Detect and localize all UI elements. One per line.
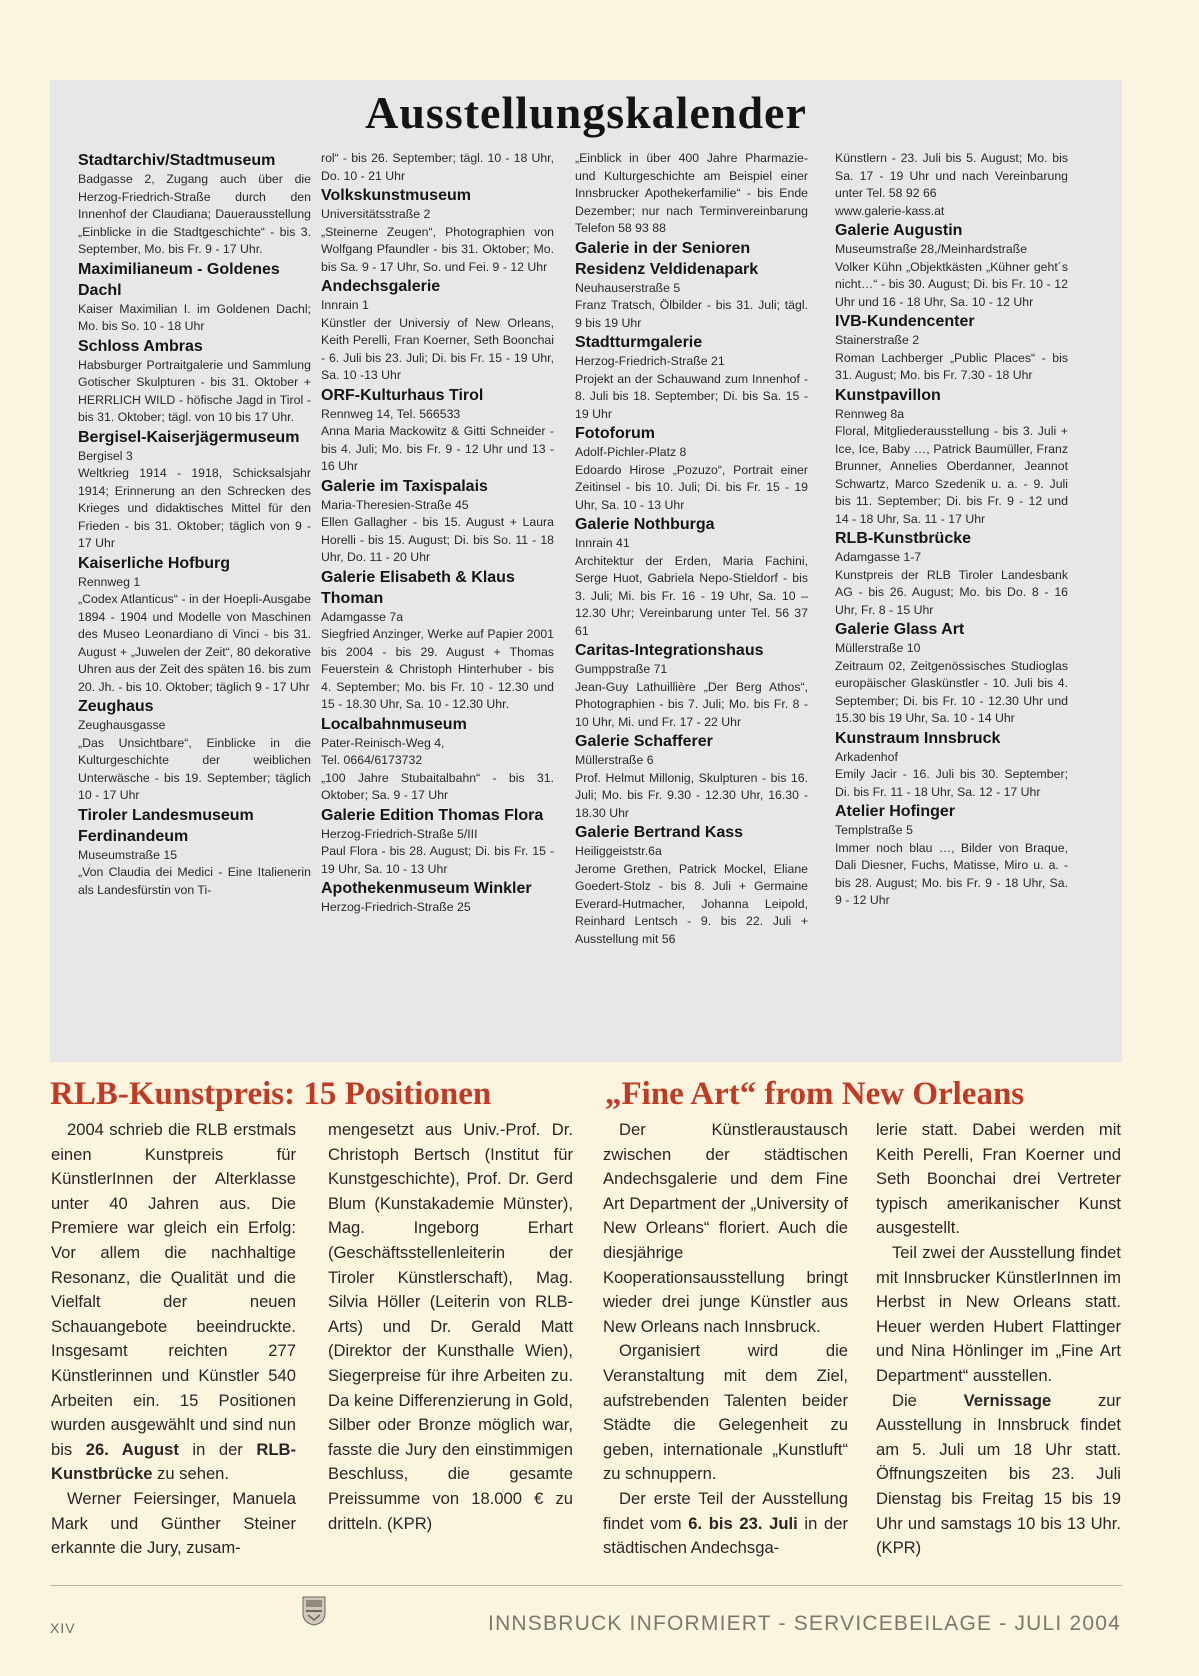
- venue-details: Rennweg 8a Floral, Mitgliederausstellung - bis 3. Juli + Ice, Ice, Baby …, Patrick Baumüller, Franz Brunner, Annelies Oberdanner, Jeannot Schwartz, Marco Szedenik u. a. - 9. Juli bis 11. September; Di. bis Fr. 9 - 12 und 14 - 18 Uhr, Sa. 11 - 17 Uhr: [835, 406, 1068, 526]
- calendar-entry: [78, 696, 311, 805]
- article-paragraph: [51, 1118, 296, 1487]
- article-title-kunstpreis: RLB-Kunstpreis: 15 Positionen: [50, 1076, 492, 1112]
- text-run: lerie statt. Dabei werden mit Keith Perelli, Fran Koerner und Seth Boonchai drei Vertreter typisch amerikanischer Kunst ausgestellt.: [876, 1120, 1121, 1238]
- venue-name: Galerie Schafferer: [575, 733, 713, 750]
- calendar-entry: [835, 728, 1068, 802]
- calendar-column-1: [78, 150, 311, 899]
- exhibition-calendar: [50, 80, 1122, 1062]
- calendar-entry: [78, 150, 311, 259]
- venue-name: Bergisel-Kaiserjägermuseum: [78, 428, 300, 446]
- venue-name: Stadtarchiv/Stadtmuseum: [78, 152, 276, 169]
- text-run: zur Ausstellung in Innsbruck findet am 5. Juli um 18 Uhr statt. Öffnungszeiten bis 23. Juli Dienstag bis Freitag 15 bis 19 Uhr und samstags 10 bis 13 Uhr. (KPR): [876, 1390, 1121, 1558]
- calendar-entry: [575, 640, 808, 731]
- venue-name: Galerie Glass Art: [835, 621, 965, 638]
- article-paragraph: [603, 1118, 848, 1339]
- venue-details: Rennweg 14, Tel. 566533 Anna Maria Mackowitz & Gitti Schneider - bis 4. Juli; Mo. bis Fr. 9 - 12 Uhr und 13 - 16 Uhr: [321, 406, 554, 473]
- venue-name: Atelier Hofinger: [835, 803, 956, 820]
- text-run: Werner Feiersinger, Manuela Mark und Günther Steiner erkannte die Jury, zusam-: [51, 1488, 296, 1558]
- venue-name: Galerie Nothburga: [575, 516, 715, 533]
- calendar-entry: [321, 385, 554, 476]
- venue-name: Galerie Edition Thomas Flora: [321, 806, 544, 824]
- venue-details: Herzog-Friedrich-Straße 25: [321, 900, 471, 914]
- calendar-entry: [321, 185, 554, 276]
- venue-details: Badgasse 2, Zugang auch über die Herzog-Friedrich-Straße durch den Innenhof der Claudiana; Dauerausstellung „Einblicke in die Stadtgeschichte“ - bis 3. September, Mo. bis Fr. 9 - 17 Uhr.: [78, 172, 311, 256]
- venue-details: Universitätsstraße 2 „Steinerne Zeugen“, Photographien von Wolfgang Pfaundler - bis 31. Oktober; Mo. bis Sa. 9 - 17 Uhr, So. und Fei. 9 - 12 Uhr: [321, 207, 554, 274]
- calendar-entry: [835, 619, 1068, 728]
- text-run: mengesetzt aus Univ.-Prof. Dr. Christoph Bertsch (Institut für Kunstgeschichte), Prof. Dr. Gerd Blum (Kunstakademie Münster), Mag. Ingeborg Erhart (Geschäftsstellenleiterin der Tiroler Künstlerschaft), Mag. Silvia Höller (Leiterin von RLB-Arts) und Dr. Gerald Matt (Direktor der Kunsthalle Wien), Siegerpreise für ihre Arbeiten zu. Da keine Differenzierung in Gold, Silber oder Bronze möglich war, fasste die Jury den einstimmigen Beschluss, die gesamte Preissumme von 18.000 € zu dritteln. (KPR): [328, 1120, 573, 1533]
- highlight-text: 26. August: [85, 1439, 179, 1459]
- venue-name: Maximilianeum - Goldenes Dachl: [78, 260, 280, 299]
- article-paragraph: [328, 1118, 573, 1536]
- venue-details: rol“ - bis 26. September; tägl. 10 - 18 Uhr, Do. 10 - 21 Uhr: [321, 151, 554, 183]
- calendar-entry: [835, 311, 1068, 385]
- venue-details: Herzog-Friedrich-Straße 21 Projekt an der Schauwand zum Innenhof - 8. Juli bis 18. September; Di. bis Sa. 15 - 19 Uhr: [575, 354, 808, 421]
- calendar-column-2: [321, 150, 554, 917]
- article-fine-art-column-2: [876, 1118, 1121, 1561]
- calendar-entry: [321, 878, 554, 917]
- venue-details: Arkadenhof Emily Jacir - 16. Juli bis 30. September; Di. bis Fr. 11 - 18 Uhr, Sa. 12 - 17 Uhr: [835, 749, 1068, 799]
- venue-details: Adolf-Pichler-Platz 8 Edoardo Hirose „Pozuzo“, Portrait einer Zeitinsel - bis 10. Juli; Di. bis Fr. 15 - 19 Uhr, Sa. 10 - 13 Uhr: [575, 445, 808, 512]
- highlight-text: 6. bis 23. Juli: [688, 1513, 798, 1533]
- venue-details: Bergisel 3 Weltkrieg 1914 - 1918, Schicksalsjahr 1914; Erinnerung an den Schrecken des Krieges und didaktisches Mittel für den Frieden - bis 31. Oktober; täglich von 9 - 17 Uhr: [78, 448, 311, 550]
- venue-details: Innrain 41 Architektur der Erden, Maria Fachini, Serge Huot, Gabriela Nepo-Stieldorf - bis 3. Juli; Mi. bis Fr. 16 - 19 Uhr, Sa. 10 – 12.30 Uhr; Vereinbarung unter Tel. 56 37 61: [575, 536, 808, 638]
- venue-details: Zeughausgasse „Das Unsichtbare“, Einblicke in die Kulturgeschichte der weiblichen Unterwäsche - bis 19. September; täglich 10 - 17 Uhr: [78, 718, 311, 802]
- calendar-entry: [835, 150, 1068, 220]
- text-run: 2004 schrieb die RLB erstmals einen Kunstpreis für KünstlerInnen der Alterklasse unter 40 Jahren aus. Die Premiere war gleich ein Erfolg: Vor allem die nachhaltige Resonanz, die Qualität und die Vielfalt der neuen Schauangebote beeindruckte. Insgesamt reichten 277 Künstlerinnen und Künstler 540 Arbeiten ein. 15 Positionen wurden ausgewählt und sind nun bis: [51, 1120, 296, 1459]
- venue-details: „Einblick in über 400 Jahre Pharmazie- und Kulturgeschichte am Beispiel einer Innsbrucker Apothekerfamilie“ - bis Ende Dezember; nur nach Terminvereinbarung Telefon 58 93 88: [575, 151, 808, 235]
- venue-name: Galerie Augustin: [835, 222, 963, 239]
- venue-details: Rennweg 1 „Codex Atlanticus“ - in der Hoepli-Ausgabe 1894 - 1904 und Modelle von Maschinen des Museo Leonardiano di Vinci - bis 31. August + „Juwelen der Zeit“, 80 dekorative Uhren aus der Zeit des späten 16. bis zum 20. Jh. - bis 10. Oktober; täglich 9 - 17 Uhr: [78, 574, 311, 694]
- venue-details: Habsburger Portraitgalerie und Sammlung Gotischer Skulpturen - bis 31. Oktober + HERRLICH WILD - höfische Jagd in Tirol - bis 31. Oktober; tägl. von 10 bis 17 Uhr.: [78, 357, 311, 424]
- calendar-entry: [835, 528, 1068, 619]
- article-paragraph: [876, 1118, 1121, 1241]
- venue-name: Galerie im Taxispalais: [321, 477, 488, 495]
- calendar-entry: [575, 822, 808, 948]
- article-paragraph: [51, 1487, 296, 1561]
- venue-name: Schloss Ambras: [78, 337, 203, 355]
- calendar-entry: [575, 423, 808, 514]
- text-run: Teil zwei der Ausstellung findet mit Innsbrucker KünstlerInnen im Herbst in New Orleans statt. Heuer werden Hubert Flattinger und Nina Hönlinger im „Fine Art Department“ ausstellen.: [876, 1242, 1121, 1385]
- venue-name: Andechsgalerie: [321, 278, 441, 295]
- calendar-entry: [321, 276, 554, 385]
- text-run: in der städtischen Andechsga-: [603, 1513, 848, 1558]
- venue-details: Pater-Reinisch-Weg 4, Tel. 0664/6173732 „100 Jahre Stubaitalbahn“ - bis 31. Oktober; Sa. 9 - 17 Uhr: [321, 735, 554, 802]
- page-number: XIV: [50, 1620, 76, 1636]
- venue-name: Localbahnmuseum: [321, 715, 467, 733]
- article-paragraph: [876, 1389, 1121, 1561]
- venue-name: Galerie Bertrand Kass: [575, 824, 744, 841]
- text-run: zu sehen.: [152, 1464, 230, 1484]
- venue-details: Adamgasse 1-7 Kunstpreis der RLB Tiroler Landesbank AG - bis 26. August; Mo. bis Do. 8 - 16 Uhr, Fr. 8 - 15 Uhr: [835, 550, 1068, 617]
- venue-details: Gumppstraße 71 Jean-Guy Lathuillière „Der Berg Athos“, Photographien - bis 7. Juli; Mo. bis Fr. 8 - 10 Uhr, Mi. und Fr. 17 - 22 Uhr: [575, 662, 808, 729]
- venue-name: Tiroler Landesmuseum Ferdinandeum: [78, 806, 254, 845]
- innsbruck-crest-icon: [302, 1596, 326, 1626]
- text-run: Die: [892, 1390, 964, 1410]
- article-paragraph: [876, 1241, 1121, 1389]
- calendar-entry: [575, 731, 808, 822]
- text-run: Organisiert wird die Veranstaltung mit dem Ziel, aufstrebenden Talenten beider Städte die Gelegenheit zu geben, internationale „Kunstluft“ zu schnuppern.: [603, 1341, 848, 1484]
- calendar-entry: [78, 336, 311, 427]
- venue-details: Herzog-Friedrich-Straße 5/III Paul Flora - bis 28. August; Di. bis Fr. 15 - 19 Uhr, Sa. 10 - 13 Uhr: [321, 826, 554, 876]
- venue-name: Fotoforum: [575, 425, 655, 442]
- venue-details: Templstraße 5 Immer noch blau …, Bilder von Braque, Dali Diesner, Fuchs, Matisse, Miro u. a. - bis 28. August; Mo. bis Fr. 9 - 18 Uhr, Sa. 9 - 12 Uhr: [835, 823, 1068, 907]
- highlight-text: RLB-Kunstbrücke: [51, 1439, 296, 1484]
- calendar-column-4: [835, 150, 1068, 910]
- calendar-entry: [835, 801, 1068, 910]
- venue-details: Adamgasse 7a Siegfried Anzinger, Werke auf Papier 2001 bis 2004 - bis 29. August + Thomas Feuerstein & Christoph Hinterhuber - bis 4. September; Mo. bis Fr. 10 - 12.30 und 15 - 18.30 Uhr, Sa. 10 - 12.30 Uhr.: [321, 609, 554, 711]
- article-fine-art-column-1: [603, 1118, 848, 1561]
- calendar-entry: [78, 553, 311, 697]
- venue-details: Innrain 1 Künstler der Universiy of New Orleans, Keith Perelli, Fran Koerner, Seth Boonchai - 6. Juli bis 23. Juli; Di. bis Fr. 15 - 19 Uhr, Sa. 10 -13 Uhr: [321, 298, 554, 382]
- venue-name: Kaiserliche Hofburg: [78, 554, 231, 572]
- venue-name: Volkskunstmuseum: [321, 187, 471, 204]
- calendar-entry: [321, 714, 554, 805]
- venue-details: Müllerstraße 10 Zeitraum 02, Zeitgenössisches Studioglas europäischer Glaskünstler - 10. Juli bis 4. September; Di. bis Fr. 10 - 12.30 Uhr und 15.30 bis 19 Uhr, Sa. 10 - 14 Uhr: [835, 641, 1068, 725]
- venue-name: Zeughaus: [78, 698, 154, 715]
- venue-name: Galerie in der Senioren Residenz Veldidenapark: [575, 239, 759, 278]
- calendar-entry: [78, 805, 311, 900]
- article-title-fine-art: „Fine Art“ from New Orleans: [605, 1076, 1025, 1112]
- calendar-entry: [575, 150, 808, 238]
- publication-footer: INNSBRUCK INFORMIERT - SERVICEBEILAGE - JULI 2004: [488, 1612, 1121, 1635]
- article-kunstpreis-column-1: [51, 1118, 296, 1561]
- venue-details: Neuhauserstraße 5 Franz Tratsch, Ölbilder - bis 31. Juli; tägl. 9 bis 19 Uhr: [575, 280, 808, 330]
- venue-details: Kaiser Maximilian I. im Goldenen Dachl; Mo. bis So. 10 - 18 Uhr: [78, 301, 311, 333]
- venue-name: IVB-Kundencenter: [835, 313, 975, 330]
- calendar-entry: [321, 150, 554, 185]
- venue-name: Caritas-Integrationshaus: [575, 642, 764, 659]
- calendar-entry: [321, 476, 554, 567]
- venue-details: Künstlern - 23. Juli bis 5. August; Mo. bis Sa. 17 - 19 Uhr und nach Vereinbarung unter Tel. 58 92 66 www.galerie-kass.at: [835, 151, 1068, 218]
- venue-name: Kunstpavillon: [835, 386, 941, 404]
- article-paragraph: [603, 1339, 848, 1487]
- text-run: in der: [178, 1439, 257, 1459]
- calendar-entry: [575, 238, 808, 333]
- calendar-entry: [575, 332, 808, 423]
- venue-details: Stainerstraße 2 Roman Lachberger „Public Places“ - bis 31. August; Mo. bis Fr. 7.30 - 18 Uhr: [835, 333, 1068, 382]
- article-paragraph: [603, 1487, 848, 1561]
- calendar-entry: [835, 385, 1068, 529]
- venue-details: Museumstraße 28,/Meinhardstraße Volker Kühn „Objektkästen „Kühner geht´s nicht…“ - bis 30. August; Di. bis Fr. 10 - 12 Uhr und 16 - 18 Uhr, Sa. 10 - 12 Uhr: [835, 242, 1068, 309]
- calendar-entry: [78, 427, 311, 553]
- venue-name: Apothekenmuseum Winkler: [321, 880, 532, 897]
- venue-name: Stadtturmgalerie: [575, 334, 703, 351]
- venue-name: ORF-Kulturhaus Tirol: [321, 386, 484, 404]
- calendar-entry: [835, 220, 1068, 311]
- text-run: Der Künstleraustausch zwischen der städtischen Andechsgalerie und dem Fine Art Department der „University of New Orleans“ floriert. Auch die diesjährige Kooperationsausstellung bringt wieder drei junge Künstler aus New Orleans nach Innsbruck.: [603, 1120, 848, 1336]
- calendar-entry: [575, 514, 808, 640]
- venue-details: Müllerstraße 6 Prof. Helmut Millonig, Skulpturen - bis 16. Juli; Mo. bis Fr. 9.30 - 12.30 Uhr, 16.30 - 18.30 Uhr: [575, 753, 808, 820]
- calendar-entry: [321, 567, 554, 714]
- venue-name: RLB-Kunstbrücke: [835, 530, 972, 547]
- calendar-column-3: [575, 150, 808, 948]
- venue-details: Heiliggeiststr.6a Jerome Grethen, Patrick Mockel, Eliane Goedert-Stolz - bis 8. Juli + Germaine Everard-Hutmacher, Johanna Leipold, Reinhard Lentsch - 9. bis 22. Juli + Ausstellung mit 56: [575, 844, 808, 946]
- calendar-entry: [321, 805, 554, 879]
- text-run: Der erste Teil der Ausstellung findet vom: [603, 1488, 848, 1533]
- calendar-entry: [78, 259, 311, 336]
- venue-name: Galerie Elisabeth & Klaus Thoman: [321, 568, 515, 607]
- highlight-text: Vernissage: [963, 1390, 1052, 1410]
- venue-name: Kunstraum Innsbruck: [835, 729, 1001, 747]
- venue-details: Museumstraße 15 „Von Claudia dei Medici - Eine Italienerin als Landesfürstin von Ti-: [78, 847, 311, 897]
- footer-divider: [50, 1585, 1122, 1586]
- calendar-title: Ausstellungskalender: [365, 87, 807, 138]
- article-kunstpreis-column-2: [328, 1118, 573, 1536]
- venue-details: Maria-Theresien-Straße 45 Ellen Gallagher - bis 15. August + Laura Horelli - bis 15. August; Di. bis So. 11 - 18 Uhr, Do. 11 - 20 Uhr: [321, 497, 554, 564]
